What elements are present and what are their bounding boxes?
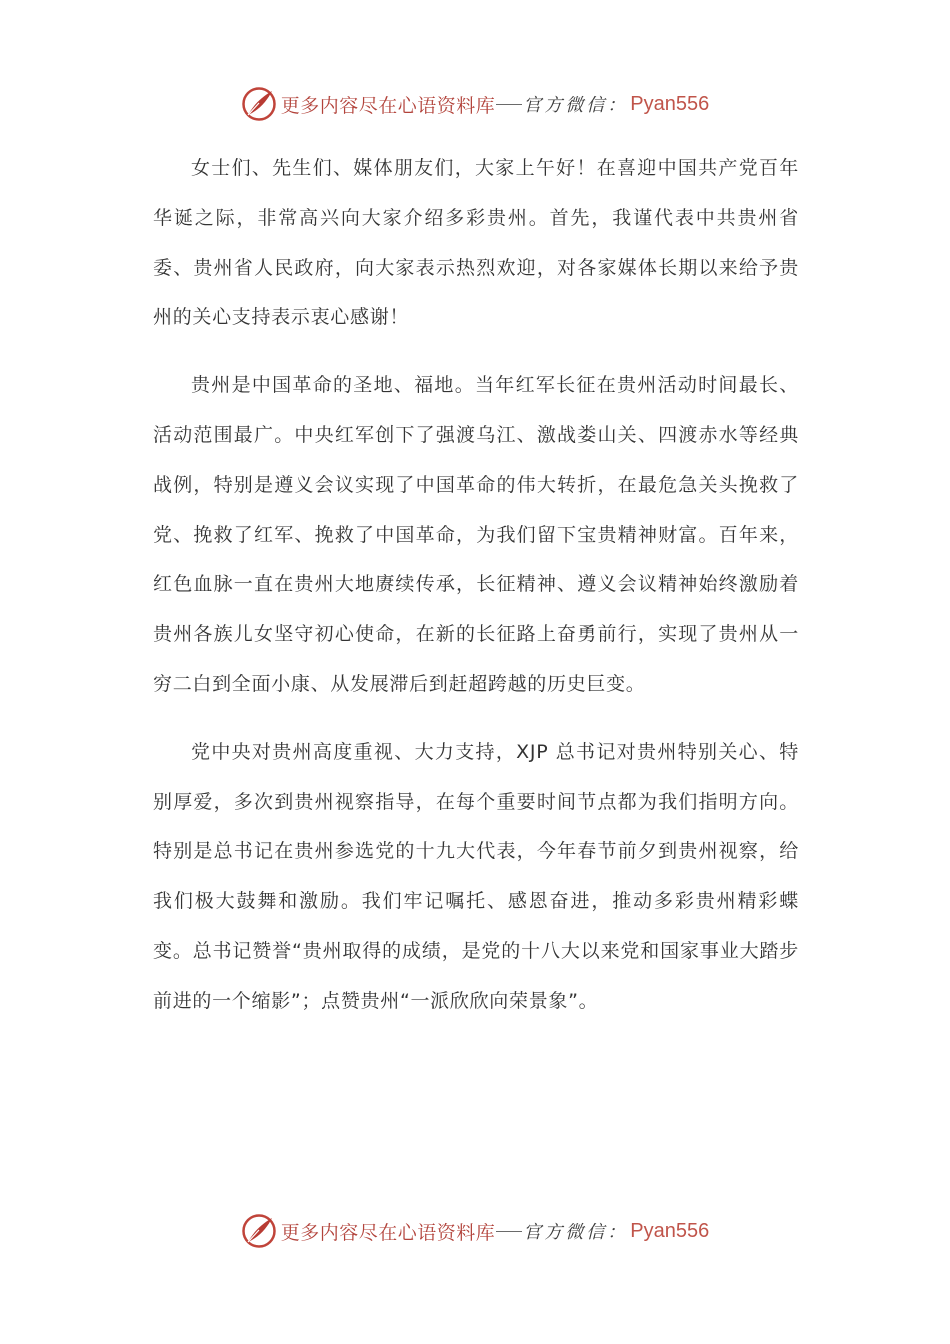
document-body <box>153 144 799 1045</box>
banner-site-text: 更多内容尽在心语资料库 <box>280 1221 496 1244</box>
quill-pen-logo-icon <box>241 86 277 122</box>
header-banner <box>0 82 950 126</box>
banner-official-text: 官方微信： <box>523 1222 629 1243</box>
paragraph-2: 贵州是中国革命的圣地、福地。当年红军长征在贵州活动时间最长、活动范围最广。中央红军创下了强渡乌江、激战娄山关、四渡赤水等经典战例，特别是遵义会议实现了中国革命的伟大转折，在最危急关头挽救了党、挽救了红军、挽救了中国革命，为我们留下宝贵精神财富。百年来，红色血脉一直在贵州大地赓续传承，长征精神、遵义会议精神始终激励着贵州各族儿女坚守初心使命，在新的长征路上奋勇前行，实现了贵州从一穷二白到全面小康、从发展滞后到赶超跨越的历史巨变。 <box>153 374 799 695</box>
banner-official-text: 官方微信： <box>523 95 629 116</box>
quill-pen-logo-icon <box>241 1213 277 1249</box>
paragraph-3: 党中央对贵州高度重视、大力支持，XJP 总书记对贵州特别关心、特别厚爱，多次到贵州视察指导，在每个重要时间节点都为我们指明方向。特别是总书记在贵州参选党的十九大代表，今年春节前夕到贵州视察，给我们极大鼓舞和激励。我们牢记嘱托、感恩奋进，推动多彩贵州精彩蝶变。总书记赞誉“贵州取得的成绩，是党的十八大以来党和国家事业大踏步前进的一个缩影”；点赞贵州“一派欣欣向荣景象”。 <box>153 740 799 1012</box>
banner-site-text: 更多内容尽在心语资料库 <box>280 94 496 117</box>
banner-divider <box>496 1231 522 1232</box>
banner-account-id: Pyan556 <box>630 1219 710 1242</box>
banner-divider <box>496 104 522 105</box>
paragraph-1: 女士们、先生们、媒体朋友们，大家上午好！在喜迎中国共产党百年华诞之际，非常高兴向大家介绍多彩贵州。首先，我谨代表中共贵州省委、贵州省人民政府，向大家表示热烈欢迎，对各家媒体长期以来给予贵州的关心支持表示衷心感谢！ <box>153 157 799 329</box>
footer-banner <box>0 1209 950 1253</box>
banner-account-id: Pyan556 <box>630 92 710 115</box>
